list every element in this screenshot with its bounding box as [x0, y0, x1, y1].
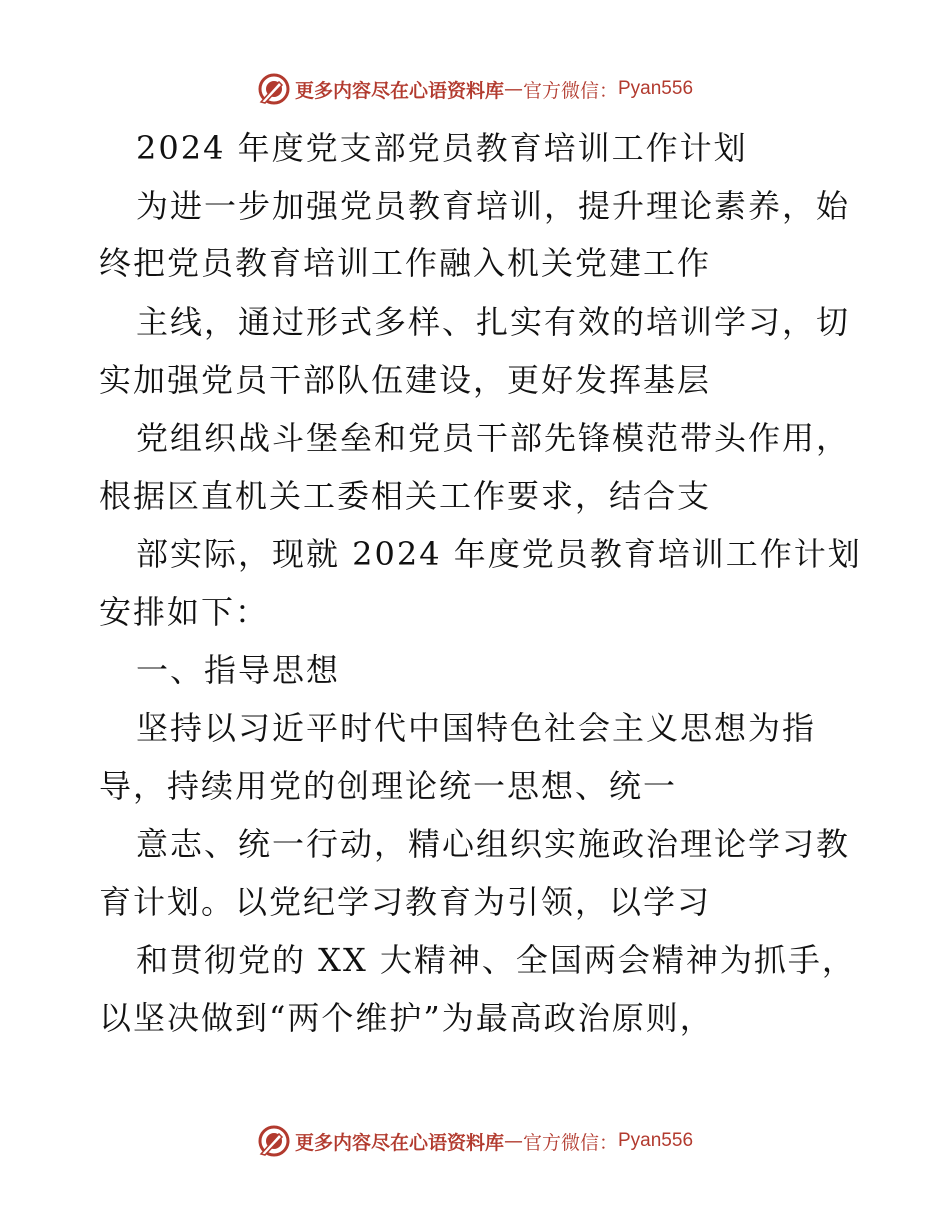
paragraph-line: 安排如下： [99, 593, 270, 631]
paragraph-line: 终把党员教育培训工作融入机关党建工作 [99, 244, 712, 282]
header-watermark [0, 72, 950, 106]
watermark-brand: 更多内容尽在心语资料库 [294, 79, 504, 102]
quill-seal-icon [257, 72, 291, 106]
paragraph-line: 实加强党员干部队伍建设，更好发挥基层 [99, 361, 712, 399]
paragraph-line: 坚持以习近平时代中国特色社会主义思想为指 [136, 709, 817, 747]
paragraph-line: 为进一步加强党员教育培训，提升理论素养，始 [136, 187, 851, 225]
watermark-wechat-id: Pyan556 [618, 1130, 694, 1151]
paragraph-line: 根据区直机关工委相关工作要求，结合支 [99, 477, 712, 515]
paragraph-line: 党组织战斗堡垒和党员干部先锋模范带头作用， [136, 419, 851, 457]
section-heading: 一、指导思想 [136, 651, 341, 689]
paragraph-line: 和贯彻党的 XX 大精神、全国两会精神为抓手， [136, 941, 856, 979]
watermark-label: 官方微信： [522, 79, 618, 102]
watermark-separator: — [503, 78, 523, 100]
document-title: 2024 年度党支部党员教育培训工作计划 [136, 129, 748, 167]
watermark-separator: — [503, 1130, 523, 1152]
watermark-label: 官方微信： [522, 1131, 618, 1154]
footer-watermark [0, 1124, 950, 1158]
watermark-brand: 更多内容尽在心语资料库 [294, 1131, 504, 1154]
quill-seal-icon [257, 1124, 291, 1158]
paragraph-line: 主线，通过形式多样、扎实有效的培训学习，切 [136, 303, 851, 341]
watermark-wechat-id: Pyan556 [618, 78, 694, 99]
paragraph-line: 意志、统一行动，精心组织实施政治理论学习教 [136, 825, 851, 863]
paragraph-line: 以坚决做到“两个维护”为最高政治原则， [99, 999, 714, 1037]
paragraph-line: 部实际，现就 2024 年度党员教育培训工作计划 [136, 535, 862, 573]
paragraph-line: 育计划。以党纪学习教育为引领，以学习 [99, 883, 712, 921]
paragraph-line: 导，持续用党的创理论统一思想、统一 [99, 767, 678, 805]
